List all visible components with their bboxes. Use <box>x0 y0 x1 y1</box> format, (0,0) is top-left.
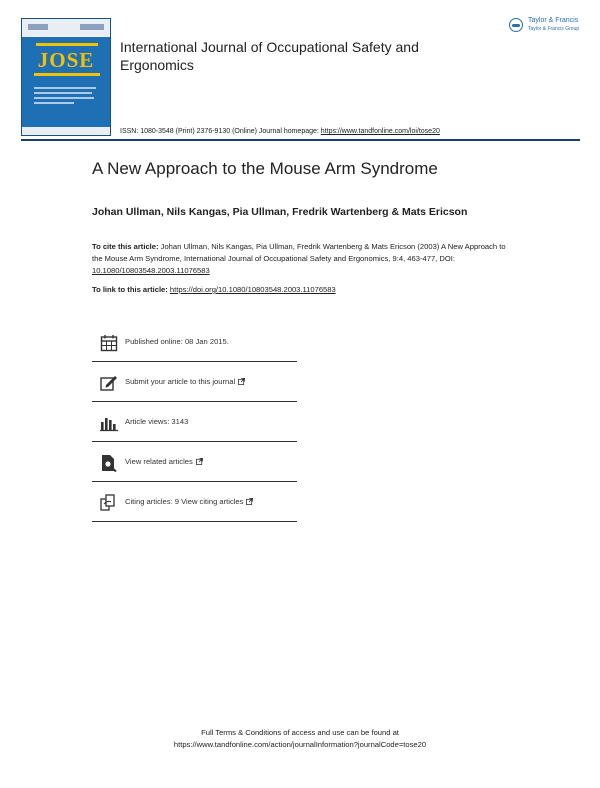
publisher-name: Taylor & Francis <box>528 17 579 24</box>
external-link-icon <box>196 458 203 465</box>
submit-article-row[interactable] <box>92 362 297 402</box>
bar-chart-icon <box>100 414 118 432</box>
cover-top-strip <box>22 19 110 37</box>
cover-bottom-strip <box>22 127 110 135</box>
citation-block <box>92 241 512 277</box>
cite-label: To cite this article: <box>92 242 159 251</box>
article-link-line <box>92 285 336 294</box>
calendar-icon <box>100 334 118 352</box>
article-views-text: Article views: 3143 <box>125 417 189 426</box>
cite-text: Johan Ullman, Nils Kangas, Pia Ullman, Fredrik Wartenberg & Mats Ericson (2003) A New Approach to the Mouse Arm Syndrome, International Journal of Occupational Safety and Ergonomics, 9:4, 463-477, DOI: <box>92 242 506 263</box>
related-articles-row[interactable] <box>92 442 297 482</box>
article-views-row <box>92 402 297 442</box>
article-title: A New Approach to the Mouse Arm Syndrome <box>92 159 438 178</box>
journal-homepage-link[interactable]: https://www.tandfonline.com/loi/tose20 <box>320 128 440 135</box>
journal-title[interactable]: International Journal of Occupational Safety and Ergonomics <box>120 39 419 73</box>
article-doi-link[interactable]: https://doi.org/10.1080/10803548.2003.11076583 <box>169 285 336 294</box>
citing-articles-link[interactable] <box>125 497 253 506</box>
edit-icon <box>100 374 118 392</box>
link-label: To link to this article: <box>92 285 170 294</box>
citing-articles-label: Citing articles: 9 View citing articles <box>125 497 244 506</box>
cite-doi-link[interactable]: 10.1080/10803548.2003.11076583 <box>92 266 210 275</box>
article-info-list <box>92 322 297 522</box>
footer-terms-text: Full Terms & Conditions of access and use can be found at <box>201 728 399 737</box>
article-authors: Johan Ullman, Nils Kangas, Pia Ullman, Fredrik Wartenberg & Mats Ericson <box>92 206 468 218</box>
submit-article-label: Submit your article to this journal <box>125 377 236 386</box>
cover-subtitle-bar <box>34 73 100 76</box>
related-articles-link[interactable] <box>125 457 203 466</box>
external-link-icon <box>238 378 245 385</box>
search-document-icon <box>100 454 118 472</box>
submit-article-link[interactable] <box>125 377 245 386</box>
publisher-logo-icon <box>509 18 523 32</box>
published-online-row <box>92 322 297 362</box>
related-articles-label: View related articles <box>125 457 193 466</box>
cover-title: JOSE <box>37 48 95 72</box>
header-divider <box>21 139 580 141</box>
footer-terms-link[interactable]: https://www.tandfonline.com/action/journalInformation?journalCode=tose20 <box>173 740 427 749</box>
issn-line <box>120 128 440 135</box>
published-online-text: Published online: 08 Jan 2015. <box>125 337 229 346</box>
issn-text: ISSN: 1080-3548 (Print) 2376-9130 (Online) Journal homepage: <box>120 128 321 135</box>
cover-accent-bar <box>36 43 98 46</box>
citing-icon <box>100 494 118 512</box>
citing-articles-row[interactable] <box>92 482 297 522</box>
footer-terms <box>0 727 600 751</box>
journal-cover-image <box>21 18 111 136</box>
external-link-icon <box>246 498 253 505</box>
publisher-logo[interactable] <box>509 16 587 36</box>
publisher-tagline: Taylor & Francis Group <box>528 26 580 32</box>
